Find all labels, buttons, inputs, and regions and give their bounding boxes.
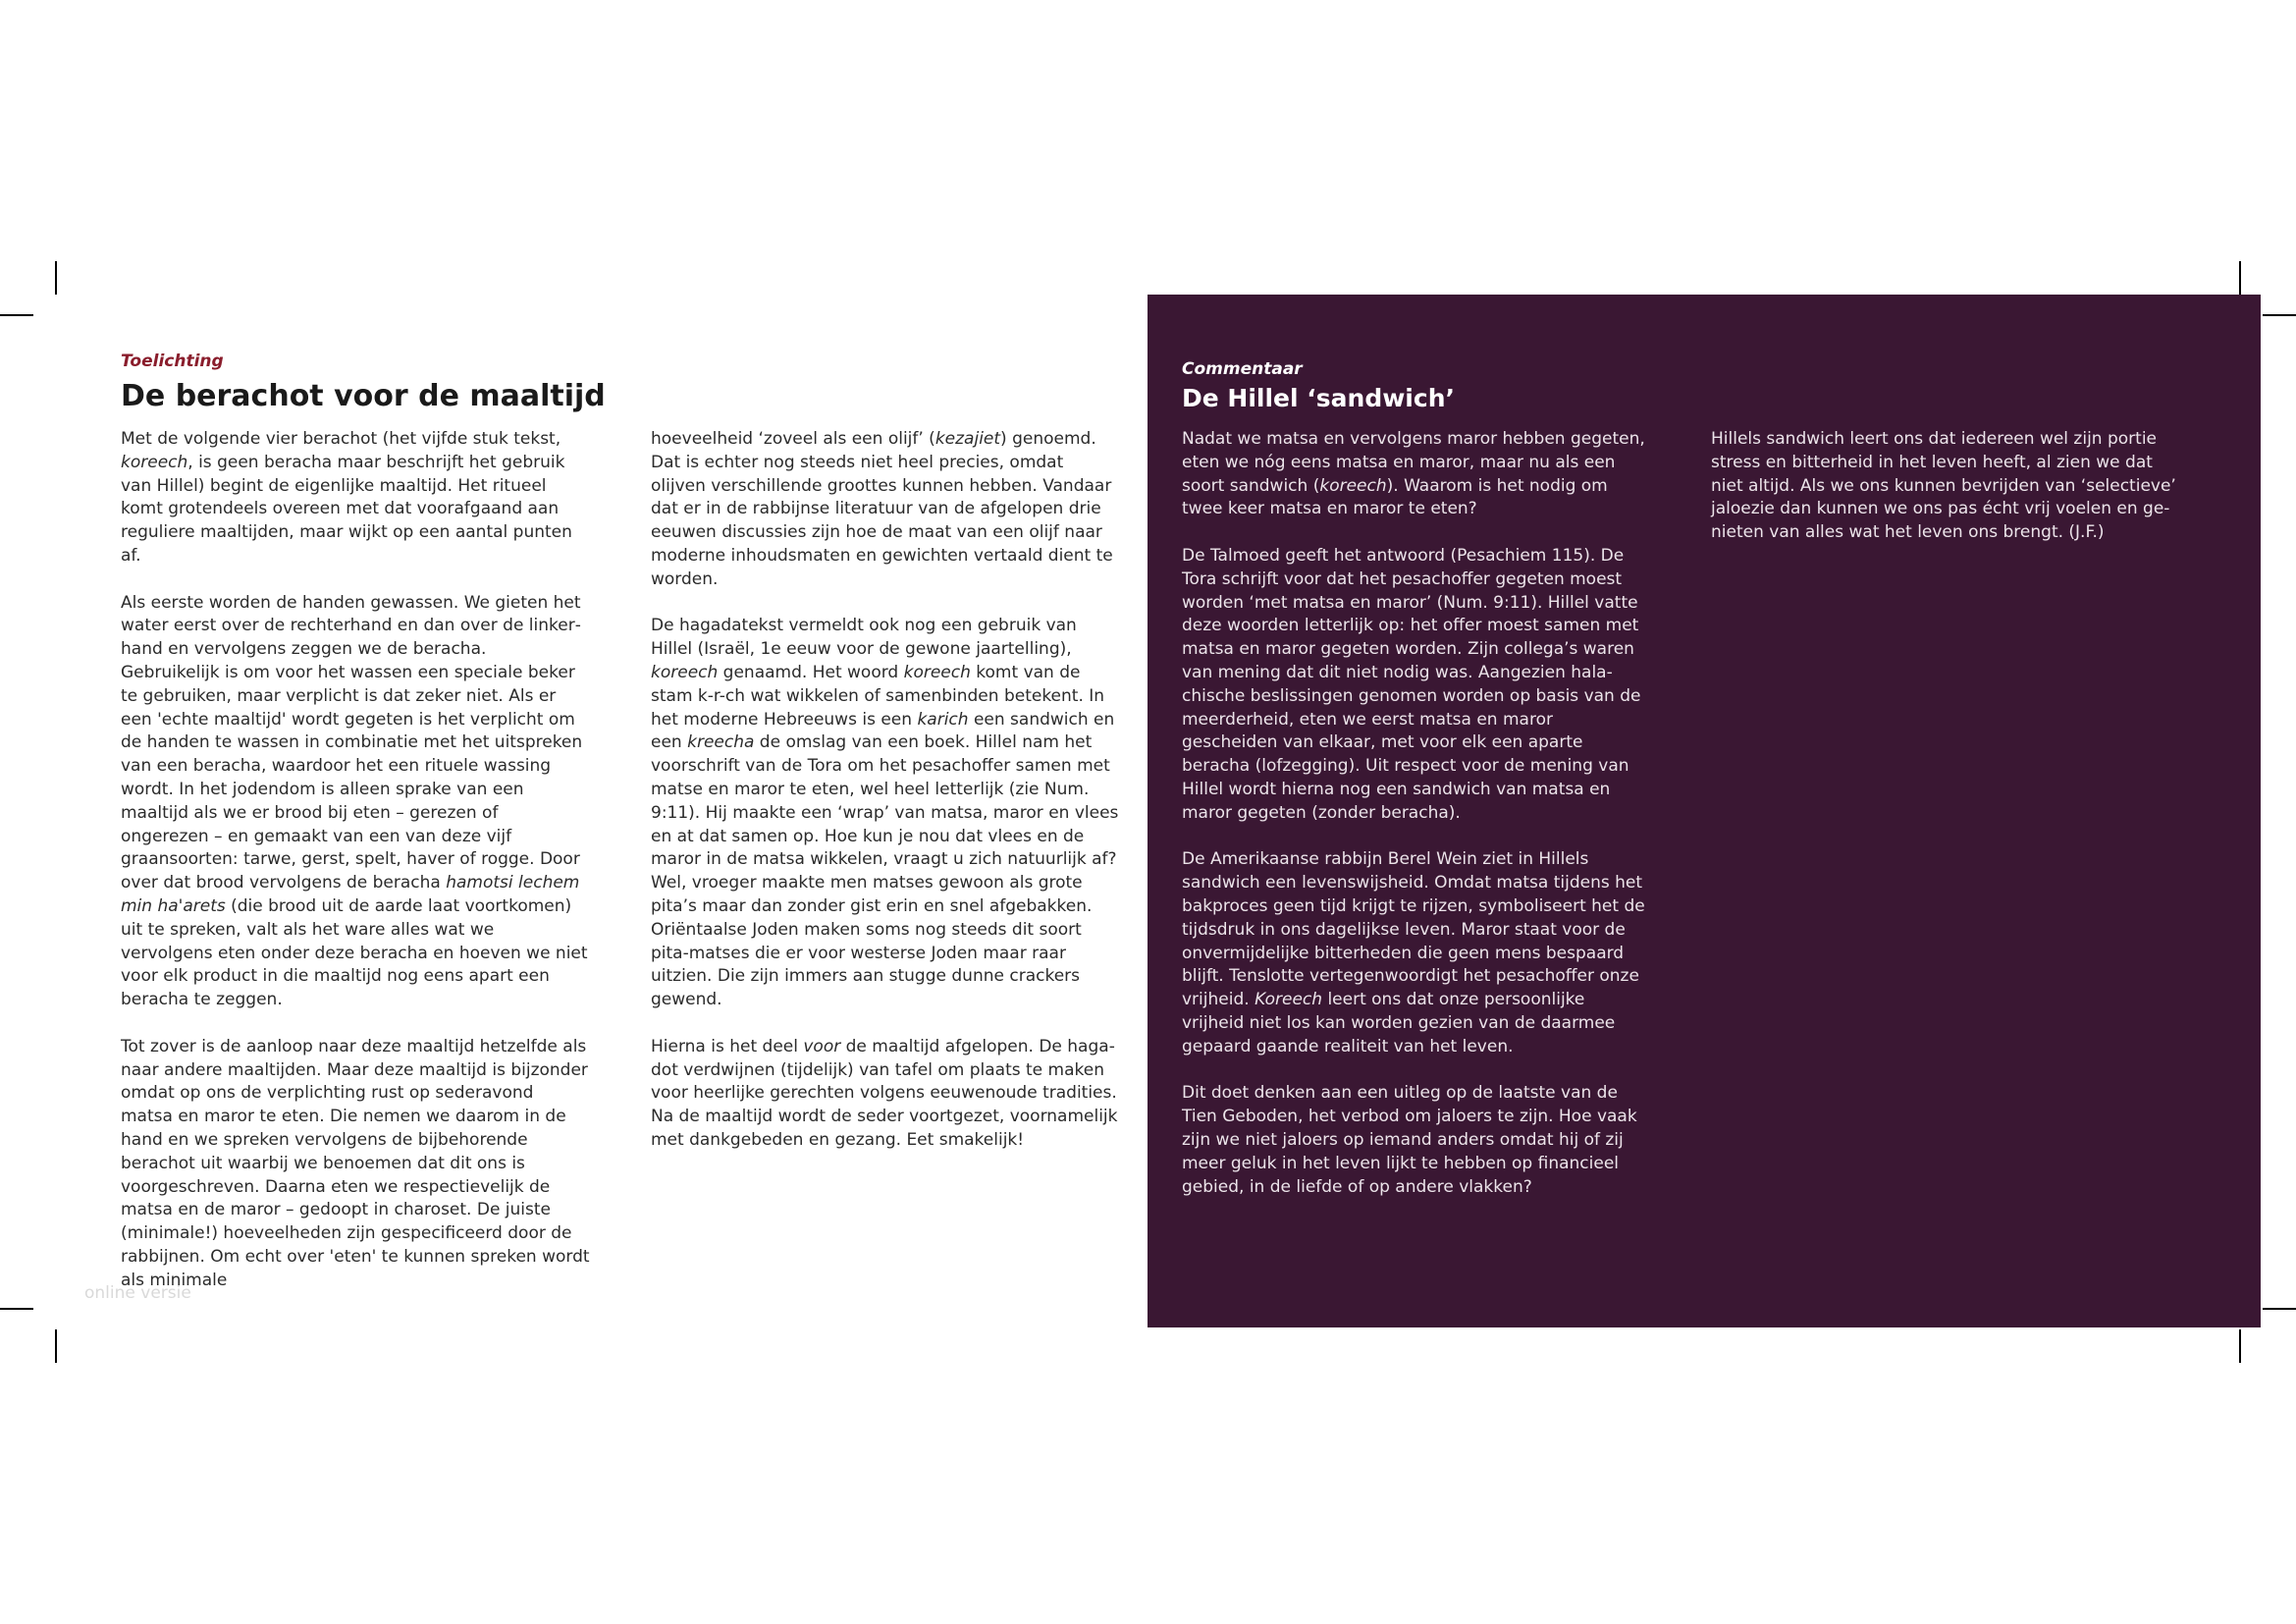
crop-mark	[2239, 261, 2241, 295]
text-run: ) genoemd. Dat is echter nog steeds niet heel precies, omdat olijven verschillende groottes kunnen hebben. Vandaar dat er in de rabbijnse literatuur van de afgelopen drie eeuwen discussies zijn hoe de maat van een olijf naar moderne inhoudsmaten en gewichten vertaald dient te worden.	[651, 429, 1113, 589]
crop-mark	[0, 314, 33, 316]
text-run: , is geen beracha maar beschrijft het gebruik van Hillel) begint de eigenlijke maaltijd. Het ritueel komt grotendeels overeen met dat voorafgaand aan reguliere maaltijden, maar wijkt op een aantal punten af.	[121, 452, 572, 566]
text-run: Dit doet denken aan een uitleg op de laatste van de Tien Geboden, het verbod om jaloers te zijn. Hoe vaak zijn we niet jaloers op iemand anders omdat hij of zij meer geluk in het leven lijkt te hebben op financieel gebied, in de liefde of op andere vlakken?	[1182, 1083, 1637, 1197]
text-run: De hagadatekst vermeldt ook nog een gebruik van Hillel (Israël, 1e eeuw voor de gewone jaartelling),	[651, 616, 1077, 660]
paragraph	[1711, 428, 2180, 545]
italic-term: karich	[917, 709, 969, 730]
text-run: leert ons dat onze persoonlijke vrijheid niet los kan worden gezien van de daarmee gepaard gaande realiteit van het leven.	[1182, 990, 1616, 1056]
italic-term: hamotsi lechem min ha'arets	[121, 873, 580, 916]
section-eyebrow: Toelichting	[121, 352, 224, 371]
watermark: online versie	[84, 1283, 191, 1303]
paragraph	[1182, 428, 1651, 521]
commentary-eyebrow: Commentaar	[1182, 359, 1303, 379]
text-run: Als eerste worden de handen gewassen. We gieten het water eerst over de rechterhand en dan over de linkerhand en vervolgens zeggen we de beracha. Gebruikelijk is om voor het wassen een speciale beker te gebruiken, maar verplicht is dat zeker niet. Als er een 'echte maaltijd' wordt gegeten is het verplicht om de handen te wassen in combinatie met het uitspreken van een beracha, waardoor het een rituele wassing wordt. In het jodendom is alleen sprake van een maaltijd als we er brood bij eten – gerezen of ongerezen – en gemaakt van een van deze vijf graansoorten: tarwe, gerst, spelt, haver of rogge. Door over dat brood vervolgens de beracha	[121, 592, 583, 893]
italic-term: koreech	[651, 662, 719, 682]
text-run: ). Waarom is het nodig om twee keer matsa en maror te eten?	[1182, 475, 1608, 519]
paragraph	[1182, 1082, 1651, 1199]
paragraph	[121, 428, 590, 568]
crop-mark	[0, 1308, 33, 1310]
text-run: Tot zover is de aanloop naar deze maaltijd hetzelfde als naar andere maaltijden. Maar deze maaltijd is bijzonder omdat op ons de verplichting rust op sederavond matsa en maror te eten. Die nemen we daarom in de hand en we spreken vervolgens de bijbehorende berachot uit waarbij we benoemen dat dit ons is voorgeschreven. Daarna eten we respectievelijk de matsa en de maror – gedoopt in charoset. De juiste (minimale!) hoeveelheden zijn gespecificeerd door de rabbijnen. Om echt over 'eten' te kunnen spreken wordt als minimale	[121, 1036, 590, 1290]
italic-term: koreech	[903, 662, 971, 682]
text-column	[651, 428, 1120, 1153]
text-run: De Talmoed geeft het antwoord (Pesachiem 115). De Tora schrijft voor dat het pesachoffer gegeten moest worden ‘met matsa en maror’ (Num. 9:11). Hillel vatte deze woorden letterlijk op: het offer moest samen met matsa en maror gegeten worden. Zijn collega’s waren van mening dat dit niet nodig was. Aangezien halachische beslissingen genomen worden op basis van de meerderheid, eten we eerst matsa en maror gescheiden van elkaar, met voor elk een aparte beracha (lofzegging). Uit respect voor de mening van Hillel wordt hierna nog een sandwich van matsa en maror gegeten (zonder beracha).	[1182, 545, 1641, 823]
commentary-column	[1182, 428, 1651, 1199]
crop-mark	[2239, 1329, 2241, 1363]
commentary-column	[1711, 428, 2180, 545]
text-run: komt van de stam k-r-ch wat wikkelen of samenbinden betekent. In het moderne Hebreeuws is een	[651, 662, 1105, 730]
paragraph	[651, 428, 1120, 592]
crop-mark	[2263, 314, 2296, 316]
text-column	[121, 428, 590, 1292]
italic-term: voor	[803, 1036, 841, 1056]
paragraph	[121, 1036, 590, 1293]
italic-term: koreech	[1319, 475, 1387, 496]
italic-term: kreecha	[687, 732, 755, 753]
text-run: Met de volgende vier berachot (het vijfde stuk tekst,	[121, 429, 561, 449]
text-run: de maaltijd afgelopen. De hagadot verdwijnen (tijdelijk) van tafel om plaats te maken voor heerlijke gerechten volgens eeuwenoude tradities. Na de maaltijd wordt de seder voortgezet, voornamelijk met dankgebeden en gezang. Eet smakelijk!	[651, 1036, 1118, 1150]
text-run: genaamd. Het woord	[718, 662, 904, 682]
crop-mark	[55, 261, 57, 295]
paragraph	[1182, 848, 1651, 1058]
text-run: hoeveelheid ‘zoveel als een olijf’ (	[651, 429, 935, 449]
paragraph	[651, 615, 1120, 1012]
commentary-title: De Hillel ‘sandwich’	[1182, 384, 1455, 412]
text-run: de omslag van een boek. Hillel nam het voorschrift van de Tora om het pesachoffer samen met matse en maror te eten, wel heel letterlijk (zie Num. 9:11). Hij maakte een ‘wrap’ van matsa, maror en vlees en at dat samen op. Hoe kun je nou dat vlees en de maror in de matsa wikkelen, vraagt u zich natuurlijk af? Wel, vroeger maakte men matses gewoon als grote pita’s maar dan zonder gist erin en snel afgebakken. Oriëntaalse Joden maken soms nog steeds dit soort pita-matses die er voor westerse Joden maar raar uitzien. Die zijn immers aan stugge dunne crackers gewend.	[651, 732, 1119, 1010]
text-run: een sandwich en een	[651, 709, 1115, 753]
crop-mark	[55, 1329, 57, 1363]
text-run: (die brood uit de aarde laat voortkomen) uit te spreken, valt als het ware alles wat we vervolgens eten onder deze beracha en hoeven we niet voor elk product in die maaltijd nog eens apart een beracha te zeggen.	[121, 895, 588, 1010]
italic-term: kezajiet	[934, 429, 1001, 449]
text-run: Nadat we matsa en vervolgens maror hebben gegeten, eten we nóg eens matsa en maror, maar nu als een soort sandwich (	[1182, 429, 1645, 496]
italic-term: koreech	[121, 452, 188, 472]
italic-term: Koreech	[1255, 990, 1323, 1010]
crop-mark	[2263, 1308, 2296, 1310]
paragraph	[651, 1036, 1120, 1153]
page-title: De berachot voor de maaltijd	[121, 379, 606, 413]
text-run: Hillels sandwich leert ons dat iedereen wel zijn portie stress en bitterheid in het leven heeft, al zien we dat niet altijd. Als we ons kunnen bevrijden van ‘selectieve’ jaloezie dan kunnen we ons pas écht vrij voelen en genieten van alles wat het leven ons brengt. (J.F.)	[1711, 429, 2176, 543]
paragraph	[121, 592, 590, 1012]
text-run: De Amerikaanse rabbijn Berel Wein ziet in Hillels sandwich een levenswijsheid. Omdat matsa tijdens het bakproces geen tijd krijgt te rijzen, symboliseert het de tijdsdruk in ons dagelijkse leven. Maror staat voor de onvermijdelijke bitterheden die geen mens bespaard blijft. Tenslotte vertegenwoordigt het pesachoffer onze vrijheid.	[1182, 849, 1645, 1010]
text-run: Hierna is het deel	[651, 1036, 804, 1056]
paragraph	[1182, 545, 1651, 826]
